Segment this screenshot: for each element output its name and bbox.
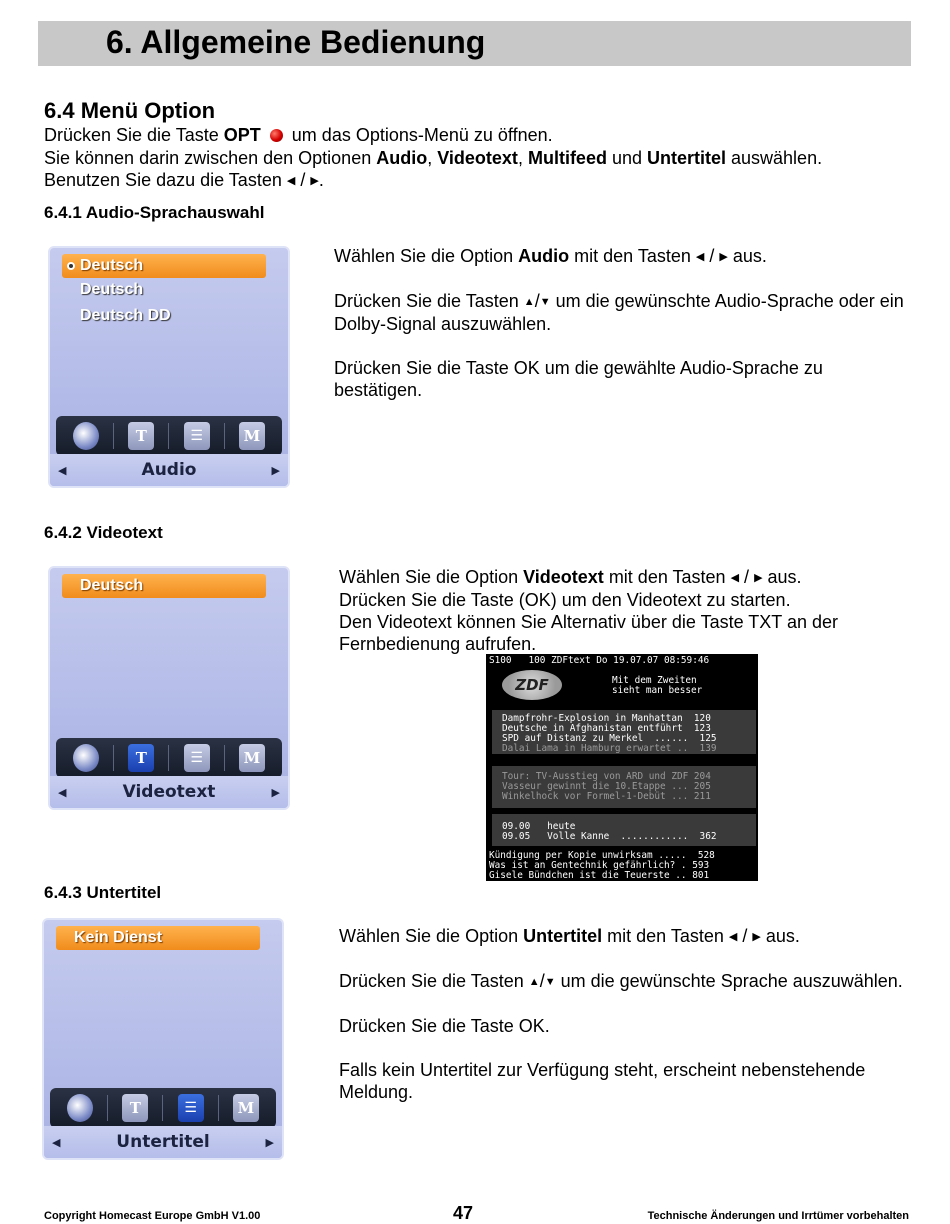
panel-footer xyxy=(50,454,288,486)
left-arrow-icon[interactable]: ◀ xyxy=(58,464,67,477)
option-icon-bar xyxy=(50,1088,276,1128)
videotext-menu-selected[interactable]: Deutsch xyxy=(62,574,266,598)
divider xyxy=(218,1095,219,1121)
divider xyxy=(107,1095,108,1121)
teletext-line[interactable]: Tour: TV-Ausstieg von ARD und ZDF 204 xyxy=(502,771,711,782)
right-arrow-icon: ▶ xyxy=(310,175,319,187)
teletext-line[interactable]: Winkelhock vor Formel-1-Debüt ... 211 xyxy=(502,791,711,802)
audio-icon[interactable] xyxy=(73,422,99,450)
teletext-line[interactable]: 09.05 Volle Kanne ............ 362 xyxy=(502,831,717,842)
left-arrow-icon: ◀ xyxy=(728,931,738,943)
left-arrow-icon: ◀ xyxy=(695,251,705,263)
untertitel-instructions xyxy=(339,925,919,1103)
audio-step-3: Drücken Sie die Taste OK um die gewählte Audio-Sprache zu bestätigen. xyxy=(334,358,823,400)
option-label: Videotext xyxy=(122,782,216,802)
untertitel-heading: 6.4.3 Untertitel xyxy=(44,883,162,902)
teletext-line[interactable]: Was ist an Gentechnik gefährlich? . 593 xyxy=(489,860,710,871)
down-arrow-icon: ▼ xyxy=(544,976,556,988)
divider xyxy=(224,745,225,771)
right-arrow-icon: ▶ xyxy=(719,251,728,263)
footer-disclaimer: Technische Änderungen und Irrtümer vorbehalten xyxy=(647,1210,909,1222)
audio-menu-item[interactable]: Deutsch xyxy=(80,281,144,298)
red-button-icon xyxy=(270,129,283,142)
zdf-logo: ZDF xyxy=(502,670,562,700)
divider xyxy=(113,745,114,771)
page-number: 47 xyxy=(453,1203,474,1223)
section-title: 6.4 Menü Option xyxy=(44,98,216,123)
teletext-line[interactable]: SPD auf Distanz zu Merkel ...... 125 xyxy=(502,733,717,744)
divider xyxy=(224,423,225,449)
option-icon-bar xyxy=(56,738,282,778)
option-label: Audio xyxy=(141,460,197,480)
option-icon-bar xyxy=(56,416,282,456)
subtitle-icon[interactable]: ☰ xyxy=(184,744,210,772)
multifeed-icon[interactable]: M xyxy=(239,422,265,450)
intro-line-2: Sie können darin zwischen den Optionen Audio, Videotext, Multifeed und Untertitel auswählen. xyxy=(44,148,823,168)
intro-line-1: Drücken Sie die Taste OPT um das Options-Menü zu öffnen. xyxy=(44,125,553,145)
videotext-heading: 6.4.2 Videotext xyxy=(44,523,163,542)
divider xyxy=(168,745,169,771)
videotext-instructions xyxy=(339,566,919,655)
teletext-line[interactable]: Kündigung per Kopie unwirksam ..... 528 xyxy=(489,850,715,861)
audio-instructions xyxy=(334,245,914,401)
teletext-screen xyxy=(486,654,758,881)
videotext-step-2: Drücken Sie die Taste (OK) um den Videotext zu starten. xyxy=(339,590,791,610)
panel-footer xyxy=(44,1126,282,1158)
audio-step-1: Wählen Sie die Option Audio mit den Tasten ◀ / ▶ aus. xyxy=(334,246,767,266)
multifeed-icon[interactable]: M xyxy=(239,744,265,772)
divider xyxy=(162,1095,163,1121)
radio-selected-icon xyxy=(67,262,75,270)
divider xyxy=(168,423,169,449)
audio-icon[interactable] xyxy=(67,1094,93,1122)
left-arrow-icon[interactable]: ◀ xyxy=(52,1136,61,1149)
videotext-icon[interactable]: T xyxy=(122,1094,148,1122)
subtitle-icon[interactable]: ☰ xyxy=(178,1094,204,1122)
chapter-title: 6. Allgemeine Bedienung xyxy=(106,24,486,60)
untertitel-step-4: Falls kein Untertitel zur Verfügung steht, erscheint nebenstehende Meldung. xyxy=(339,1060,866,1102)
teletext-slogan: Mit dem Zweiten xyxy=(612,675,697,686)
audio-menu-selected[interactable]: Deutsch xyxy=(62,254,266,278)
audio-icon[interactable] xyxy=(73,744,99,772)
untertitel-step-1: Wählen Sie die Option Untertitel mit den Tasten ◀ / ▶ aus. xyxy=(339,926,800,946)
teletext-slogan: sieht man besser xyxy=(612,685,703,696)
untertitel-step-2: Drücken Sie die Tasten ▲/▼ um die gewünschte Sprache auszuwählen. xyxy=(339,971,903,991)
untertitel-menu-panel xyxy=(42,918,284,1160)
teletext-line[interactable]: Gisele Bündchen ist die Teuerste .. 801 xyxy=(489,870,710,881)
up-arrow-icon: ▲ xyxy=(528,976,540,988)
videotext-step-1: Wählen Sie die Option Videotext mit den Tasten ◀ / ▶ aus. xyxy=(339,567,802,587)
multifeed-icon[interactable]: M xyxy=(233,1094,259,1122)
subtitle-icon[interactable]: ☰ xyxy=(184,422,210,450)
videotext-menu-panel xyxy=(48,566,290,810)
left-arrow-icon[interactable]: ◀ xyxy=(58,786,67,799)
untertitel-step-3: Drücken Sie die Taste OK. xyxy=(339,1016,550,1036)
audio-step-2: Drücken Sie die Tasten ▲/▼ um die gewünschte Audio-Sprache oder ein Dolby-Signal auszuwählen. xyxy=(334,291,904,334)
videotext-icon[interactable]: T xyxy=(128,422,154,450)
right-arrow-icon[interactable]: ▶ xyxy=(265,1136,274,1149)
up-arrow-icon: ▲ xyxy=(523,296,535,308)
audio-menu-panel xyxy=(48,246,290,488)
teletext-line[interactable]: Deutsche in Afghanistan entführt 123 xyxy=(502,723,711,734)
videotext-step-3: Den Videotext können Sie Alternativ über die Taste TXT an der Fernbedienung aufrufen. xyxy=(339,612,838,654)
videotext-icon[interactable]: T xyxy=(128,744,154,772)
teletext-line[interactable]: Vasseur gewinnt die 10.Etappe ... 205 xyxy=(502,781,711,792)
option-label: Untertitel xyxy=(116,1132,210,1152)
down-arrow-icon: ▼ xyxy=(539,296,551,308)
right-arrow-icon: ▶ xyxy=(754,572,763,584)
teletext-line[interactable]: 09.00 heute xyxy=(502,821,576,832)
teletext-header: S100 100 ZDFtext Do 19.07.07 08:59:46 xyxy=(489,655,710,666)
right-arrow-icon: ▶ xyxy=(752,931,761,943)
panel-footer xyxy=(50,776,288,808)
teletext-line[interactable]: Dampfrohr-Explosion in Manhattan 120 xyxy=(502,713,711,724)
left-arrow-icon: ◀ xyxy=(730,572,740,584)
right-arrow-icon[interactable]: ▶ xyxy=(271,786,280,799)
untertitel-menu-selected[interactable]: Kein Dienst xyxy=(56,926,260,950)
audio-menu-item[interactable]: Deutsch DD xyxy=(80,307,171,324)
teletext-line[interactable]: Dalai Lama in Hamburg erwartet .. 139 xyxy=(502,743,717,754)
intro-line-3: Benutzen Sie dazu die Tasten ◀ / ▶. xyxy=(44,170,324,190)
left-arrow-icon: ◀ xyxy=(286,175,296,187)
chapter-header-bar xyxy=(38,21,911,66)
right-arrow-icon[interactable]: ▶ xyxy=(271,464,280,477)
footer-copyright: Copyright Homecast Europe GmbH V1.00 xyxy=(44,1210,261,1222)
audio-heading: 6.4.1 Audio-Sprachauswahl xyxy=(44,203,265,222)
divider xyxy=(113,423,114,449)
